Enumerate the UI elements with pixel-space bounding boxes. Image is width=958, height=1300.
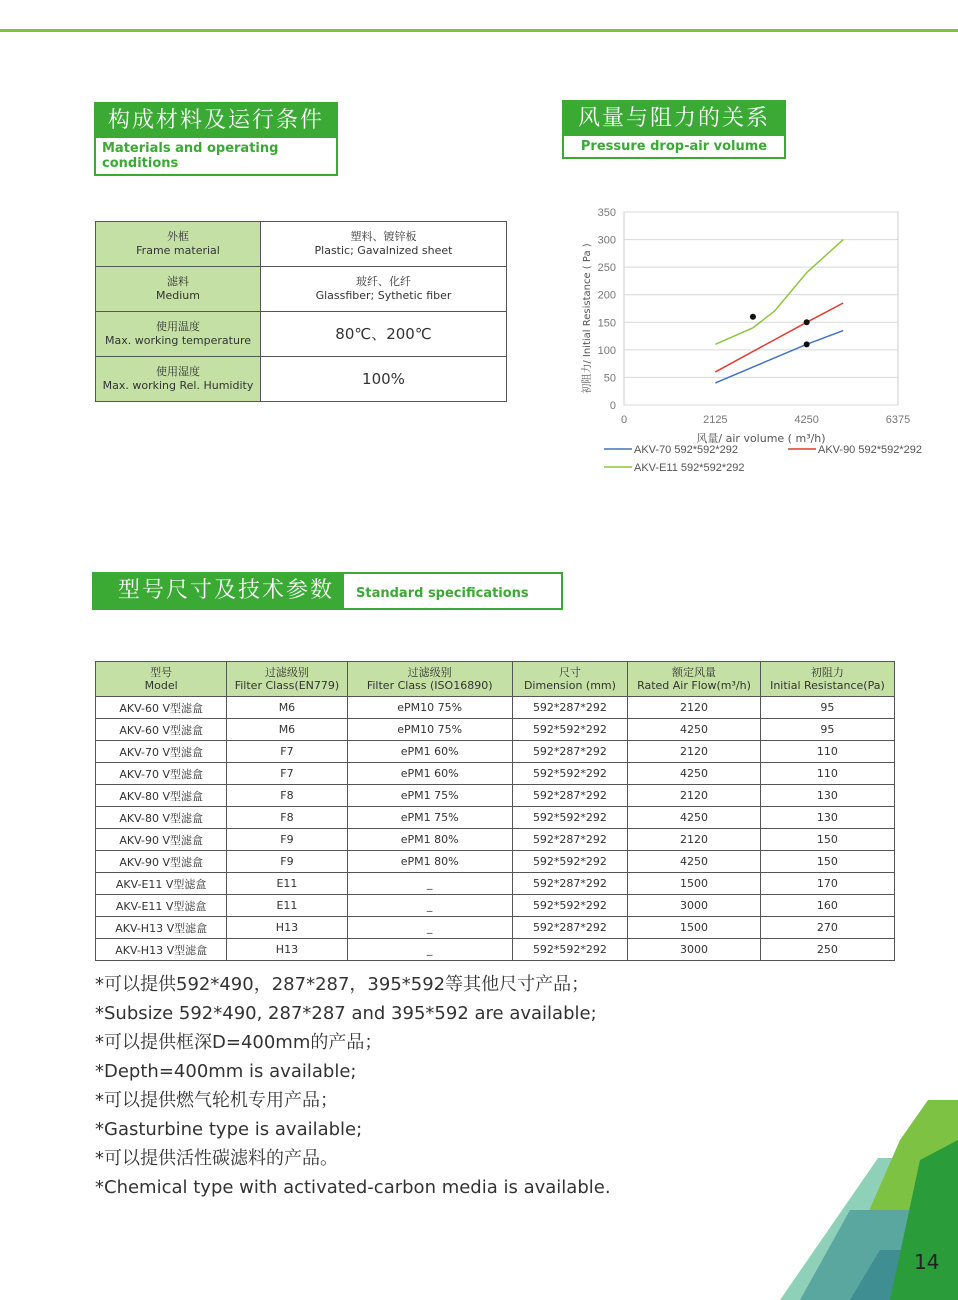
- y-tick-label: 200: [597, 289, 616, 302]
- spec-row: [96, 807, 895, 829]
- spec-cell: ePM1 60%: [347, 741, 512, 763]
- spec-cell: H13: [227, 917, 347, 939]
- legend-label: AKV-70 592*592*292: [634, 444, 738, 456]
- materials-title-en: Materials and operating conditions: [102, 141, 279, 171]
- spec-cell: ePM1 80%: [347, 851, 512, 873]
- spec-cell: 150: [760, 829, 894, 851]
- materials-value: 塑料、镀锌板 Plastic; Gavalnized sheet: [261, 222, 507, 267]
- spec-cell: M6: [227, 697, 347, 719]
- spec-header-cell: 初阻力 Initial Resistance(Pa): [760, 662, 894, 697]
- spec-cell: AKV-H13 V型滤盒: [96, 939, 227, 961]
- note-line: *Chemical type with activated-carbon media is available.: [95, 1177, 611, 1198]
- materials-row: [96, 357, 507, 402]
- materials-row: [96, 267, 507, 312]
- spec-header-cell: 过滤级别 Filter Class (ISO16890): [347, 662, 512, 697]
- materials-label: 滤料 Medium: [96, 267, 261, 312]
- spec-cell: 592*592*292: [512, 895, 627, 917]
- x-tick-label: 2125: [703, 414, 728, 426]
- spec-cell: F8: [227, 807, 347, 829]
- x-axis-label: 风量/ air volume ( m³/h): [696, 432, 826, 445]
- note-line: *Subsize 592*490, 287*287 and 395*592 are available;: [95, 1003, 597, 1024]
- spec-cell: 4250: [628, 807, 761, 829]
- spec-cell: 4250: [628, 719, 761, 741]
- y-axis-label: 初阻力/ Initial Resistance ( Pa ): [582, 243, 593, 394]
- spec-cell: AKV-80 V型滤盒: [96, 807, 227, 829]
- spec-cell: AKV-H13 V型滤盒: [96, 917, 227, 939]
- materials-row: [96, 222, 507, 267]
- spec-cell: ePM10 75%: [347, 697, 512, 719]
- spec-header-cell: 尺寸 Dimension (mm): [512, 662, 627, 697]
- data-point-marker: [804, 319, 810, 325]
- spec-cell: 592*287*292: [512, 917, 627, 939]
- spec-row: [96, 895, 895, 917]
- spec-cell: _: [347, 917, 512, 939]
- spec-table: [95, 661, 895, 961]
- spec-cell: 130: [760, 807, 894, 829]
- spec-cell: E11: [227, 873, 347, 895]
- series-line: [715, 240, 843, 345]
- spec-cell: AKV-70 V型滤盒: [96, 763, 227, 785]
- spec-cell: 170: [760, 873, 894, 895]
- spec-row: [96, 741, 895, 763]
- spec-cell: 1500: [628, 873, 761, 895]
- spec-cell: F7: [227, 763, 347, 785]
- materials-value: 80℃、200℃: [261, 312, 507, 357]
- materials-value: 100%: [261, 357, 507, 402]
- spec-cell: 592*287*292: [512, 829, 627, 851]
- top-divider-line: [0, 29, 958, 32]
- page-number: 14: [914, 1250, 940, 1274]
- spec-cell: 2120: [628, 697, 761, 719]
- spec-cell: 592*592*292: [512, 763, 627, 785]
- spec-title-cn: 型号尺寸及技术参数: [94, 574, 344, 608]
- y-tick-label: 250: [597, 262, 616, 275]
- y-tick-label: 50: [603, 372, 616, 385]
- spec-row: [96, 829, 895, 851]
- spec-cell: 130: [760, 785, 894, 807]
- spec-cell: F8: [227, 785, 347, 807]
- spec-cell: ePM10 75%: [347, 719, 512, 741]
- spec-row: [96, 719, 895, 741]
- note-line: *可以提供592*490，287*287，395*592等其他尺寸产品；: [95, 974, 590, 995]
- spec-cell: ePM1 60%: [347, 763, 512, 785]
- materials-label: 使用温度 Max. working temperature: [96, 312, 261, 357]
- spec-header-cell: 过滤级别 Filter Class(EN779): [227, 662, 347, 697]
- y-tick-label: 150: [597, 317, 616, 330]
- spec-row: [96, 785, 895, 807]
- pressure-chart: [578, 200, 938, 485]
- spec-row: [96, 763, 895, 785]
- spec-cell: 160: [760, 895, 894, 917]
- materials-row: [96, 312, 507, 357]
- pressure-title-en: Pressure drop-air volume: [580, 139, 768, 154]
- spec-cell: AKV-70 V型滤盒: [96, 741, 227, 763]
- materials-section-header: [94, 102, 338, 176]
- y-tick-label: 100: [597, 344, 616, 357]
- note-line: *Gasturbine type is available;: [95, 1119, 363, 1140]
- spec-cell: 95: [760, 697, 894, 719]
- spec-row: [96, 851, 895, 873]
- spec-cell: F7: [227, 741, 347, 763]
- x-tick-label: 4250: [794, 414, 819, 426]
- spec-title-en: Standard specifications: [356, 586, 529, 601]
- spec-cell: AKV-60 V型滤盒: [96, 719, 227, 741]
- spec-cell: 4250: [628, 851, 761, 873]
- x-tick-label: 0: [620, 414, 628, 426]
- spec-cell: AKV-E11 V型滤盒: [96, 873, 227, 895]
- spec-cell: 110: [760, 741, 894, 763]
- note-line: *可以提供燃气轮机专用产品；: [95, 1090, 338, 1111]
- spec-cell: E11: [227, 895, 347, 917]
- spec-header-cell: 型号 Model: [96, 662, 227, 697]
- spec-cell: ePM1 75%: [347, 785, 512, 807]
- spec-cell: 110: [760, 763, 894, 785]
- spec-cell: 592*287*292: [512, 873, 627, 895]
- spec-row: [96, 873, 895, 895]
- spec-cell: M6: [227, 719, 347, 741]
- plot-frame: [624, 212, 898, 405]
- pressure-section-header: [562, 100, 786, 159]
- spec-cell: _: [347, 873, 512, 895]
- pressure-title-cn: 风量与阻力的关系: [564, 102, 784, 136]
- note-line: *Depth=400mm is available;: [95, 1061, 357, 1082]
- legend-label: AKV-E11 592*592*292: [634, 462, 745, 474]
- spec-cell: AKV-90 V型滤盒: [96, 829, 227, 851]
- y-tick-label: 350: [597, 207, 616, 219]
- note-line: *可以提供活性碳滤料的产品。: [95, 1148, 338, 1169]
- spec-cell: 2120: [628, 741, 761, 763]
- spec-cell: F9: [227, 851, 347, 873]
- spec-cell: 4250: [628, 763, 761, 785]
- spec-cell: ePM1 75%: [347, 807, 512, 829]
- spec-cell: H13: [227, 939, 347, 961]
- spec-cell: AKV-90 V型滤盒: [96, 851, 227, 873]
- spec-cell: 3000: [628, 895, 761, 917]
- spec-cell: 2120: [628, 785, 761, 807]
- spec-cell: 592*287*292: [512, 697, 627, 719]
- data-point-marker: [804, 341, 810, 347]
- spec-cell: F9: [227, 829, 347, 851]
- materials-title-cn: 构成材料及运行条件: [96, 104, 336, 138]
- spec-cell: 270: [760, 917, 894, 939]
- spec-cell: AKV-80 V型滤盒: [96, 785, 227, 807]
- spec-cell: AKV-60 V型滤盒: [96, 697, 227, 719]
- spec-header-cell: 额定风量 Rated Air Flow(m³/h): [628, 662, 761, 697]
- spec-cell: _: [347, 895, 512, 917]
- materials-table: [95, 221, 507, 402]
- x-tick-label: 6375: [885, 414, 911, 426]
- series-line: [715, 331, 843, 383]
- spec-cell: 592*287*292: [512, 785, 627, 807]
- spec-cell: 1500: [628, 917, 761, 939]
- spec-cell: 592*592*292: [512, 807, 627, 829]
- spec-cell: 150: [760, 851, 894, 873]
- materials-label: 外框 Frame material: [96, 222, 261, 267]
- spec-cell: 592*592*292: [512, 939, 627, 961]
- spec-header-row: [96, 662, 895, 697]
- note-line: *可以提供框深D=400mm的产品；: [95, 1032, 383, 1053]
- y-tick-label: 300: [597, 234, 616, 247]
- spec-cell: 95: [760, 719, 894, 741]
- spec-cell: 592*592*292: [512, 719, 627, 741]
- data-point-marker: [750, 314, 756, 320]
- materials-value: 玻纤、化纤 Glassfiber; Sythetic fiber: [261, 267, 507, 312]
- spec-cell: _: [347, 939, 512, 961]
- spec-cell: AKV-E11 V型滤盒: [96, 895, 227, 917]
- spec-cell: 2120: [628, 829, 761, 851]
- materials-label: 使用湿度 Max. working Rel. Humidity: [96, 357, 261, 402]
- y-tick-label: 0: [609, 400, 616, 412]
- spec-cell: 3000: [628, 939, 761, 961]
- spec-section-header: [92, 572, 563, 610]
- legend-label: AKV-90 592*592*292: [818, 444, 922, 456]
- spec-cell: 592*287*292: [512, 741, 627, 763]
- spec-cell: ePM1 80%: [347, 829, 512, 851]
- spec-row: [96, 939, 895, 961]
- notes: [95, 970, 611, 1202]
- spec-cell: 592*592*292: [512, 851, 627, 873]
- spec-row: [96, 917, 895, 939]
- spec-row: [96, 697, 895, 719]
- spec-cell: 250: [760, 939, 894, 961]
